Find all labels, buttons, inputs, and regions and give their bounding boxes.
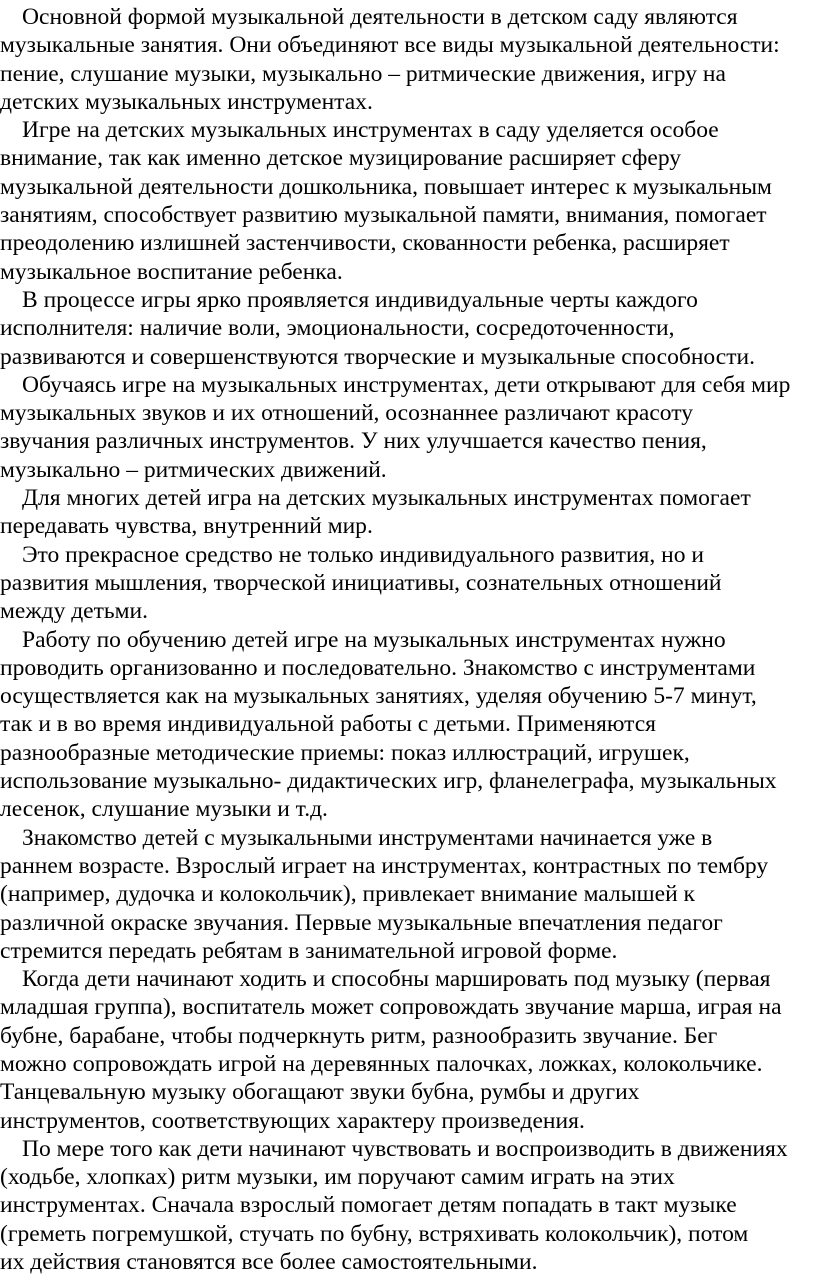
text-line: пение, слушание музыки, музыкально – ритмические движения, игру на [0, 60, 726, 87]
paragraph [0, 371, 816, 484]
text-line: музыкальных звуков и их отношений, осознаннее различают красоту [0, 400, 693, 427]
text-line: преодолению излишней застенчивости, скованности ребенка, расширяет [0, 230, 730, 257]
text-line: бубне, барабане, чтобы подчеркнуть ритм, разнообразить звучание. Бег [0, 1022, 718, 1049]
text-line: Танцевальную музыку обогащают звуки бубна, румбы и других [0, 1079, 640, 1106]
text-line: разнообразные методические приемы: показ иллюстраций, игрушек, [0, 739, 690, 766]
paragraph [0, 965, 816, 1135]
text-line: их действия становятся все более самостоятельными. [0, 1249, 538, 1276]
text-line: Это прекрасное средство не только индивидуального развития, но и [22, 541, 704, 568]
text-line: В процессе игры ярко проявляется индивидуальные черты каждого [22, 286, 698, 313]
text-line: так и в во время индивидуальной работы с детьми. Применяются [0, 711, 656, 738]
text-line: развития мышления, творческой инициативы, сознательных отношений [0, 569, 722, 596]
text-line: Когда дети начинают ходить и способны маршировать под музыку (первая [22, 966, 771, 993]
text-line: лесенок, слушание музыки и т.д. [0, 796, 328, 823]
text-line: (например, дудочка и колокольчик), привлекает внимание малышей к [0, 881, 695, 908]
text-line: Игре на детских музыкальных инструментах в саду уделяется особое [22, 117, 719, 144]
paragraph [0, 116, 816, 286]
paragraph [0, 286, 816, 371]
text-line: Основной формой музыкальной деятельности в детском саду являются [22, 4, 738, 30]
text-line: внимание, так как именно детское музицирование расширяет сферу [0, 145, 682, 172]
text-line: различной окраске звучания. Первые музыкальные впечатления педагог [0, 909, 723, 936]
text-line: развиваются и совершенствуются творческие и музыкальные способности. [0, 343, 755, 370]
text-line: (ходьбе, хлопках) ритм музыки, им поручают самим играть на этих [0, 1164, 675, 1191]
text-line: По мере того как дети начинают чувствовать и воспроизводить в движениях [22, 1135, 788, 1162]
text-line: стремится передать ребятам в занимательной игровой форме. [0, 937, 618, 964]
text-line: музыкальной деятельности дошкольника, повышает интерес к музыкальным [0, 173, 772, 200]
text-line: младшая группа), воспитатель может сопровождать звучание марша, играя на [0, 994, 782, 1021]
paragraph [0, 626, 816, 824]
text-line: передавать чувства, внутренний мир. [0, 513, 373, 540]
paragraph [0, 484, 816, 541]
text-line: инструментах. Сначала взрослый помогает детям попадать в такт музыке [0, 1192, 737, 1219]
text-line: детских музыкальных инструментах. [0, 88, 373, 115]
paragraph [0, 1135, 816, 1276]
text-line: инструментов, соответствующих характеру произведения. [0, 1107, 585, 1134]
text-line: Обучаясь игре на музыкальных инструментах, дети открывают для себя мир [22, 371, 791, 398]
paragraph [0, 824, 816, 965]
text-line: музыкальное воспитание ребенка. [0, 258, 343, 285]
paragraph [0, 3, 816, 116]
text-line: (греметь погремушкой, стучать по бубну, встряхивать колокольчик), потом [0, 1220, 749, 1247]
text-line: можно сопровождать игрой на деревянных палочках, ложках, колокольчике. [0, 1050, 763, 1077]
paragraph [0, 541, 816, 626]
text-line: звучания различных инструментов. У них улучшается качество пения, [0, 428, 707, 455]
text-line: Для многих детей игра на детских музыкальных инструментах помогает [22, 485, 751, 512]
text-line: занятиям, способствует развитию музыкальной памяти, внимания, помогает [0, 202, 767, 229]
text-line: исполнителя: наличие воли, эмоциональности, сосредоточенности, [0, 315, 675, 342]
text-line: музыкальные занятия. Они объединяют все виды музыкальной деятельности: [0, 32, 780, 59]
text-line: музыкально – ритмических движений. [0, 456, 387, 483]
text-line: проводить организованно и последовательно. Знакомство с инструментами [0, 654, 756, 681]
text-line: между детьми. [0, 598, 149, 625]
text-line: Знакомство детей с музыкальными инструментами начинается уже в [22, 824, 713, 851]
text-line: использование музыкально- дидактических игр, фланелеграфа, музыкальных [0, 768, 777, 795]
text-line: осуществляется как на музыкальных занятиях, уделяя обучению 5-7 минут, [0, 683, 757, 710]
text-line: Работу по обучению детей игре на музыкальных инструментах нужно [22, 626, 726, 653]
text-line: раннем возрасте. Взрослый играет на инструментах, контрастных по тембру [0, 852, 769, 879]
